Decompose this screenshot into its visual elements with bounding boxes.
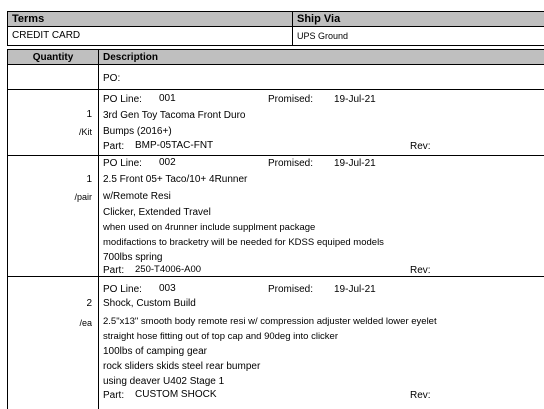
part-label: Part: [103, 265, 125, 276]
part-number: BMP-05TAC-FNT [135, 140, 214, 151]
terms-value: CREDIT CARD [7, 26, 293, 46]
rev-label: Rev: [410, 141, 431, 152]
description-line: 700lbs spring [103, 252, 163, 263]
po-line-label: PO Line: [103, 158, 142, 169]
description-line: w/Remote Resi [103, 191, 171, 202]
table-column-divider [98, 64, 99, 409]
part-number: 250-T4006-A00 [135, 264, 202, 275]
description-line: straight hose fitting out of top cap and 90deg into clicker [103, 331, 339, 342]
part-label: Part: [103, 141, 125, 152]
po-line-number: 002 [159, 157, 176, 168]
promised-label: Promised: [268, 284, 314, 295]
po-line-label: PO Line: [103, 284, 142, 295]
description-line: Clicker, Extended Travel [103, 207, 211, 218]
description-line: Bumps (2016+) [103, 126, 172, 137]
description-line: using deaver U402 Stage 1 [103, 376, 225, 387]
unit-value: /ea [79, 318, 92, 328]
promised-date: 19-Jul-21 [334, 158, 376, 169]
description-line: 100lbs of camping gear [103, 346, 207, 357]
description-line: modifactions to bracketry will be needed for KDSS equiped models [103, 237, 384, 248]
rev-label: Rev: [410, 265, 431, 276]
unit-value: /pair [74, 192, 92, 202]
terms-header: Terms [7, 11, 293, 27]
unit-value: /Kit [78, 127, 92, 137]
ship-via-value: UPS Ground [292, 26, 544, 46]
po-line-number: 003 [159, 283, 176, 294]
po-line-number: 001 [159, 93, 176, 104]
quantity-value: 2 [86, 298, 92, 309]
description-line: 2.5 Front 05+ Taco/10+ 4Runner [103, 174, 248, 185]
row-divider-line1 [7, 155, 544, 156]
description-line: rock sliders skids steel rear bumper [103, 361, 261, 372]
quantity-value: 1 [86, 174, 92, 185]
po-label: PO: [103, 73, 121, 84]
quantity-value: 1 [86, 109, 92, 120]
promised-date: 19-Jul-21 [334, 94, 376, 105]
description-line: 2.5"x13" smooth body remote resi w/ compression adjuster welded lower eyelet [103, 316, 437, 327]
description-line: when used on 4runner include supplment package [103, 222, 316, 233]
row-divider-po [7, 89, 544, 90]
promised-date: 19-Jul-21 [334, 284, 376, 295]
quantity-column-header: Quantity [7, 49, 99, 65]
promised-label: Promised: [268, 158, 314, 169]
po-line-label: PO Line: [103, 94, 142, 105]
rev-label: Rev: [410, 390, 431, 401]
part-label: Part: [103, 390, 125, 401]
ship-via-header: Ship Via [292, 11, 544, 27]
description-line: Shock, Custom Build [103, 298, 196, 309]
row-divider-line2 [7, 276, 544, 277]
description-column-header: Description [98, 49, 544, 65]
description-line: 3rd Gen Toy Tacoma Front Duro [103, 110, 246, 121]
promised-label: Promised: [268, 94, 314, 105]
part-number: CUSTOM SHOCK [135, 389, 217, 400]
